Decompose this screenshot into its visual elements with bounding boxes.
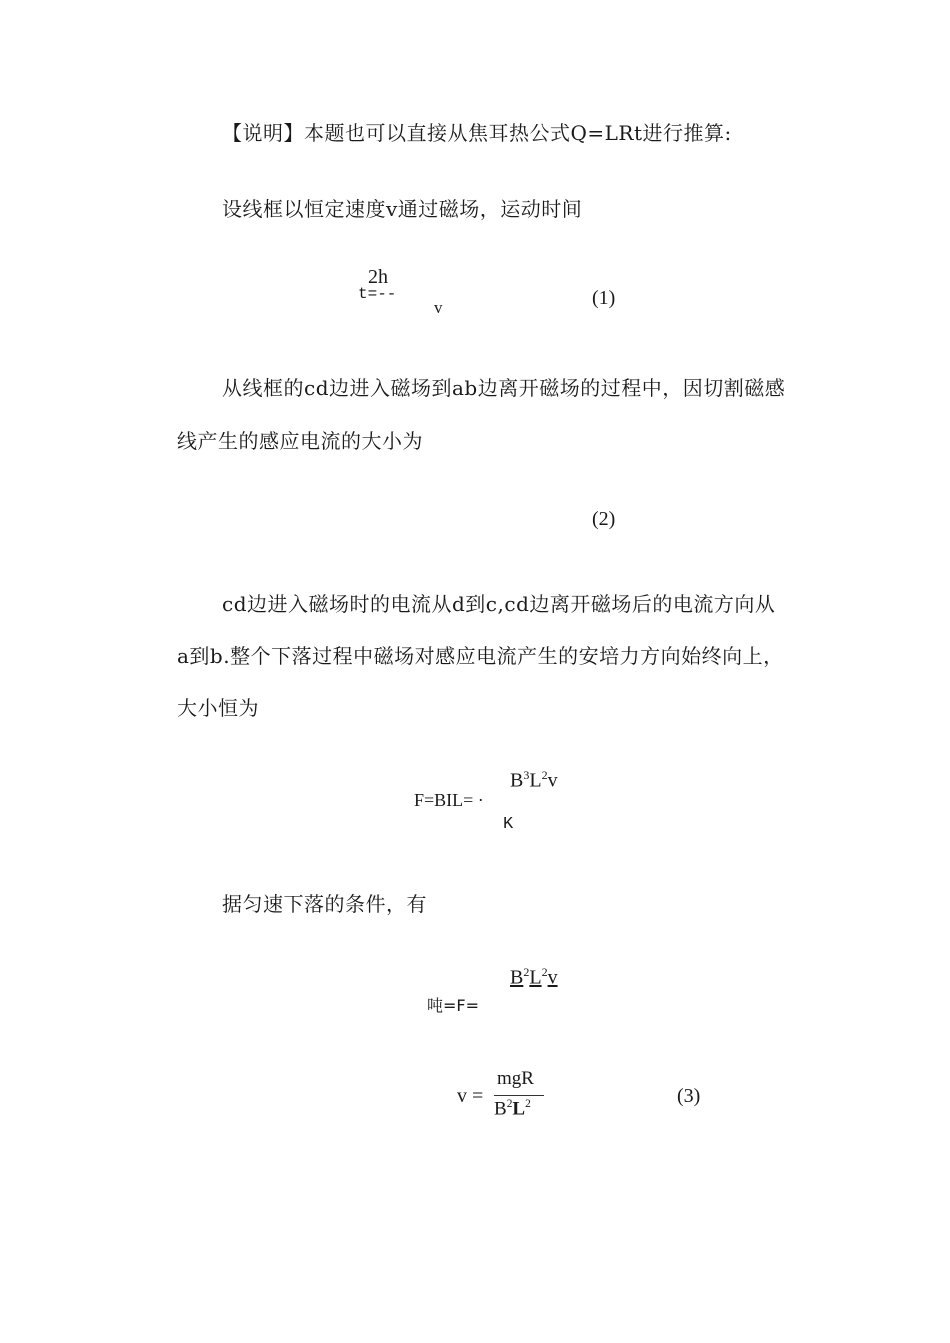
eq3-numerator: mgR — [497, 1068, 534, 1089]
eq1-denominator: v — [434, 298, 443, 317]
balance-numerator: $B^2L^2v$ — [510, 965, 558, 989]
equation-number-1: (1) — [592, 287, 616, 309]
eq1-lhs: t=-- — [358, 285, 397, 303]
current-direction-line1: cd边进入磁场时的电流从d到c,cd边离开磁场后的电流方向从 — [222, 592, 776, 616]
eq3-lhs: v = — [457, 1085, 484, 1107]
equation-number-2: (2) — [592, 508, 616, 530]
eq3-fraction-bar — [494, 1095, 544, 1096]
eq1-numerator: 2h — [368, 266, 388, 288]
balance-lhs: 吨=F= — [427, 996, 480, 1015]
assumption-paragraph: 设线框以恒定速度v通过磁场，运动时间 — [222, 197, 583, 221]
note-paragraph: 【说明】本题也可以直接从焦耳热公式Q=LRt进行推算: — [222, 121, 732, 145]
current-direction-line2: a到b.整个下落过程中磁场对感应电流产生的安培力方向始终向上， — [177, 644, 784, 668]
uniform-condition-paragraph: 据匀速下落的条件，有 — [222, 892, 427, 916]
force-lhs: F=BIL= · — [414, 790, 484, 810]
current-direction-line3: 大小恒为 — [177, 696, 259, 720]
equation-number-3: (3) — [677, 1085, 701, 1107]
process-paragraph-line2: 线产生的感应电流的大小为 — [177, 429, 423, 453]
force-denominator: K — [503, 815, 514, 834]
eq3-denominator: $B^2L^2$ — [494, 1098, 531, 1120]
force-numerator: $B^3L^2v$ — [510, 768, 558, 792]
process-paragraph-line1: 从线框的cd边进入磁场到ab边离开磁场的过程中，因切割磁感 — [222, 376, 786, 400]
